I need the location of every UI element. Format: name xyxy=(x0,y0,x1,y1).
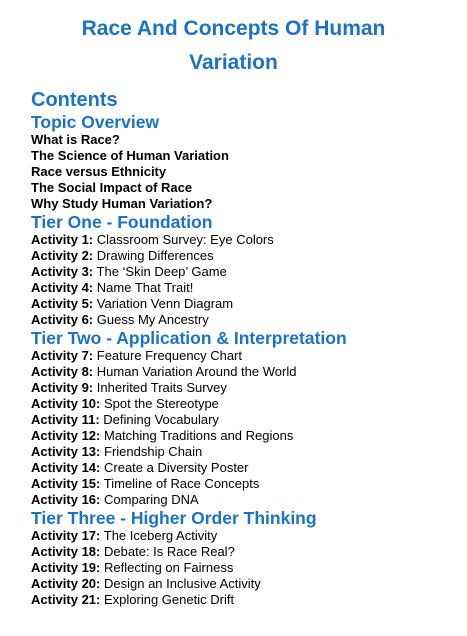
activity-row xyxy=(31,476,459,492)
activity-number: Activity 7: xyxy=(31,348,94,363)
toc-item: What is Race? xyxy=(31,132,120,147)
activity-number: Activity 2: xyxy=(31,248,94,263)
activity-number: Activity 18: xyxy=(31,544,101,559)
activity-name: Inherited Traits Survey xyxy=(96,380,227,395)
activity-name: Feature Frequency Chart xyxy=(96,348,242,363)
activity-number: Activity 15: xyxy=(31,476,101,491)
activity-name: Create a Diversity Poster xyxy=(104,460,249,475)
activity-number: Activity 10: xyxy=(31,396,101,411)
activity-number: Activity 6: xyxy=(31,312,94,327)
activity-name: Timeline of Race Concepts xyxy=(103,476,260,491)
activity-name: Drawing Differences xyxy=(96,248,214,263)
activity-name: Guess My Ancestry xyxy=(96,312,209,327)
activity-row xyxy=(31,560,459,576)
activity-number: Activity 16: xyxy=(31,492,101,507)
activity-name: Debate: Is Race Real? xyxy=(104,544,235,559)
activity-row xyxy=(31,412,459,428)
activity-number: Activity 3: xyxy=(31,264,94,279)
activity-number: Activity 20: xyxy=(31,576,101,591)
activity-name: The Iceberg Activity xyxy=(103,528,218,543)
document-title xyxy=(0,12,467,80)
activity-name: Comparing DNA xyxy=(104,492,199,507)
section-topic-overview: Topic Overview xyxy=(31,112,160,132)
activity-row xyxy=(31,232,459,248)
activity-name: Name That Trait! xyxy=(96,280,194,295)
section-tier-three: Tier Three - Higher Order Thinking xyxy=(31,508,317,528)
activity-name: The ‘Skin Deep’ Game xyxy=(96,264,227,279)
activity-number: Activity 9: xyxy=(31,380,94,395)
toc-item: Race versus Ethnicity xyxy=(31,164,167,179)
activity-row xyxy=(31,544,459,560)
activity-row xyxy=(31,312,459,328)
activity-name: Matching Traditions and Regions xyxy=(104,428,294,443)
activity-name: Human Variation Around the World xyxy=(96,364,297,379)
activity-number: Activity 12: xyxy=(31,428,101,443)
activity-row xyxy=(31,444,459,460)
activity-number: Activity 14: xyxy=(31,460,101,475)
activity-name: Friendship Chain xyxy=(104,444,203,459)
activity-name: Spot the Stereotype xyxy=(104,396,219,411)
activity-row xyxy=(31,364,459,380)
activity-number: Activity 21: xyxy=(31,592,101,607)
activity-row xyxy=(31,528,459,544)
activity-name: Exploring Genetic Drift xyxy=(104,592,235,607)
activity-number: Activity 11: xyxy=(31,412,100,427)
activity-row xyxy=(31,248,459,264)
activity-row xyxy=(31,576,459,592)
activity-row xyxy=(31,592,459,608)
activity-row xyxy=(31,296,459,312)
activity-name: Defining Vocabulary xyxy=(103,412,219,427)
activity-name: Design an Inclusive Activity xyxy=(104,576,261,591)
activity-number: Activity 4: xyxy=(31,280,94,295)
activity-number: Activity 8: xyxy=(31,364,94,379)
title-line-2: Variation xyxy=(189,51,278,74)
activity-row xyxy=(31,460,459,476)
table-of-contents xyxy=(31,88,459,608)
section-tier-one: Tier One - Foundation xyxy=(31,212,213,232)
activity-name: Classroom Survey: Eye Colors xyxy=(96,232,274,247)
activity-row xyxy=(31,428,459,444)
section-tier-two: Tier Two - Application & Interpretation xyxy=(31,328,347,348)
activity-row xyxy=(31,380,459,396)
activity-row xyxy=(31,280,459,296)
activity-name: Reflecting on Fairness xyxy=(104,560,234,575)
activity-row xyxy=(31,348,459,364)
activity-number: Activity 19: xyxy=(31,560,101,575)
activity-row xyxy=(31,492,459,508)
toc-item: The Science of Human Variation xyxy=(31,148,229,163)
title-line-1: Race And Concepts Of Human xyxy=(81,17,386,40)
activity-row xyxy=(31,264,459,280)
activity-number: Activity 5: xyxy=(31,296,94,311)
activity-number: Activity 13: xyxy=(31,444,101,459)
contents-heading: Contents xyxy=(31,89,118,111)
activity-row xyxy=(31,396,459,412)
activity-name: Variation Venn Diagram xyxy=(96,296,234,311)
activity-number: Activity 17: xyxy=(31,528,101,543)
activity-number: Activity 1: xyxy=(31,232,94,247)
toc-item: Why Study Human Variation? xyxy=(31,196,213,211)
toc-item: The Social Impact of Race xyxy=(31,180,193,195)
